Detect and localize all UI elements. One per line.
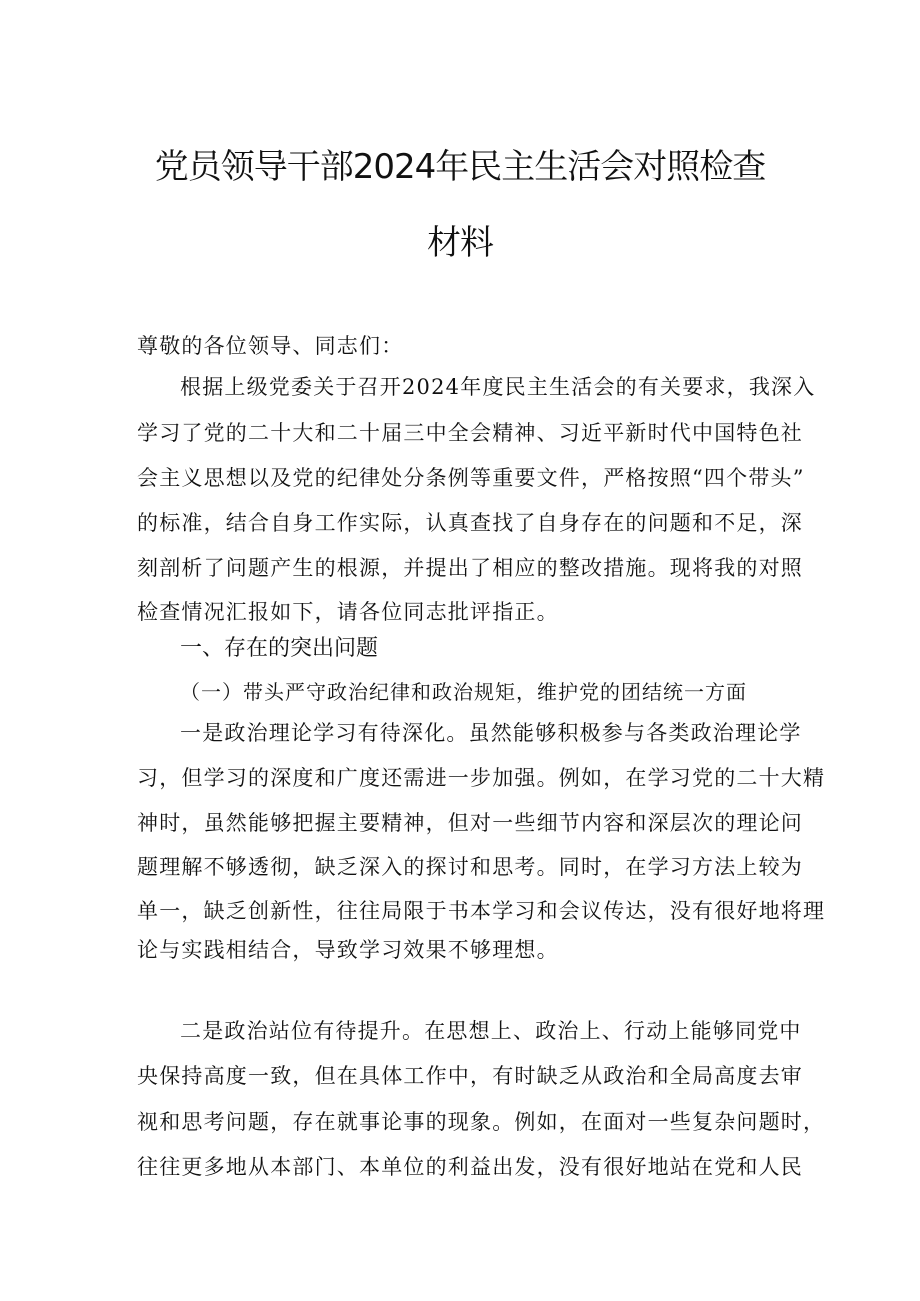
point-one-line: 单一，缺乏创新性，往往局限于书本学习和会议传达，没有很好地将理 — [137, 899, 826, 923]
intro-line: 的标准，结合自身工作实际，认真查找了自身存在的问题和不足，深 — [137, 511, 803, 535]
point-one-line: 神时，虽然能够把握主要精神，但对一些细节内容和深层次的理论问 — [137, 811, 803, 835]
point-two-line: 视和思考问题，存在就事论事的现象。例如，在面对一些复杂问题时， — [137, 1110, 826, 1134]
point-one-line: 一是政治理论学习有待深化。虽然能够积极参与各类政治理论学 — [180, 721, 802, 745]
document-title-line-2: 材料 — [427, 223, 493, 263]
point-two-line: 往往更多地从本部门、本单位的利益出发，没有很好地站在党和人民 — [137, 1155, 803, 1179]
point-two-line: 二是政治站位有待提升。在思想上、政治上、行动上能够同党中 — [180, 1019, 802, 1043]
point-one-line: 题理解不够透彻，缺乏深入的探讨和思考。同时，在学习方法上较为 — [137, 855, 803, 879]
intro-line: 根据上级党委关于召开2024年度民主生活会的有关要求，我深入 — [180, 375, 816, 399]
section-heading: 一、存在的突出问题 — [180, 636, 379, 661]
point-one-line: 习，但学习的深度和广度还需进一步加强。例如，在学习党的二十大精 — [137, 766, 826, 790]
intro-line: 刻剖析了问题产生的根源，并提出了相应的整改措施。现将我的对照 — [137, 556, 803, 580]
document-title-line-1: 党员领导干部2024年民主生活会对照检查 — [154, 147, 766, 187]
point-two-line: 央保持高度一致，但在具体工作中，有时缺乏从政治和全局高度去审 — [137, 1064, 803, 1088]
intro-line: 会主义思想以及党的纪律处分条例等重要文件，严格按照“四个带头” — [137, 466, 805, 490]
intro-line: 学习了党的二十大和二十届三中全会精神、习近平新时代中国特色社 — [137, 421, 803, 445]
subsection-heading: （一）带头严守政治纪律和政治规矩，维护党的团结统一方面 — [180, 680, 747, 704]
intro-line: 检查情况汇报如下，请各位同志批评指正。 — [137, 600, 559, 624]
salutation: 尊敬的各位领导、同志们： — [137, 334, 404, 358]
point-one-line: 论与实践相结合，导致学习效果不够理想。 — [137, 938, 559, 962]
